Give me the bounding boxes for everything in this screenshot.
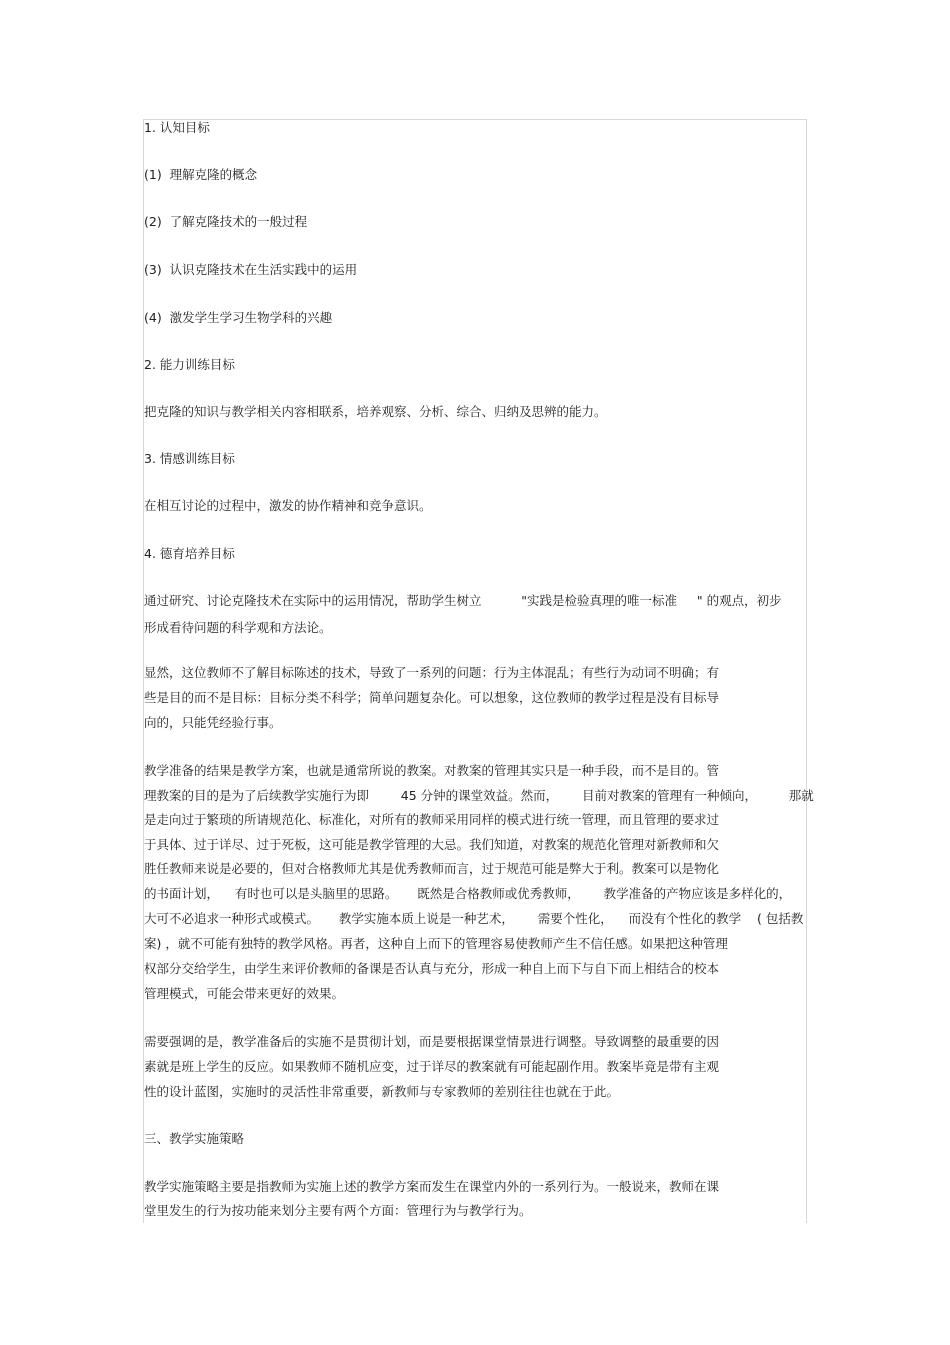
paragraph-line: 些是目的而不是目标：目标分类不科学；简单问题复杂化。可以想象，这位教师的教学过程是没有目标导 (144, 690, 720, 705)
paragraph-line: 管理模式，可能会带来更好的效果。 (144, 986, 345, 1001)
paragraph-line: 理教案的目的是为了后续教学实施行为即 45 分钟的课堂效益。然而， 目前对教案的管理有一种倾向， 那就 (144, 788, 814, 803)
paragraph-line: 权部分交给学生，由学生来评价教师的备课是否认真与充分，形成一种自上而下与自下而上相结合的校本 (144, 961, 720, 976)
heading-cognitive-goals: 1. 认知目标 (144, 120, 210, 135)
list-item: (1) 理解克隆的概念 (144, 167, 258, 182)
paragraph-line: 需要强调的是，教学准备后的实施不是贯彻计划，而是要根据课堂情景进行调整。导致调整的最重要的因 (144, 1034, 720, 1049)
paragraph-line: 堂里发生的行为按功能来划分主要有两个方面：管理行为与教学行为。 (144, 1203, 532, 1218)
heading-emotion-goals: 3. 情感训练目标 (144, 451, 235, 466)
list-item: (3) 认识克隆技术在生活实践中的运用 (144, 262, 358, 277)
heading-teaching-strategy: 三、教学实施策略 (144, 1131, 245, 1146)
paragraph-line: 大可不必追求一种形式或模式。 教学实施本质上说是一种艺术， 需要个性化， 而没有个性化的教学 ( 包括教 (144, 911, 804, 926)
paragraph-line: 教学准备的结果是教学方案，也就是通常所说的教案。对教案的管理其实只是一种手段，而不是目的。管 (144, 763, 720, 778)
paragraph-line: 向的，只能凭经验行事。 (144, 715, 282, 730)
paragraph-line: 案) ，就不可能有独特的教学风格。再者，这种自上而下的管理容易使教师产生不信任感。如果把这种管理 (144, 936, 728, 951)
paragraph-line: 教学实施策略主要是指教师为实施上述的教学方案而发生在课堂内外的一系列行为。一般说来，教师在课 (144, 1179, 720, 1194)
heading-moral-goals: 4. 德育培养目标 (144, 546, 235, 561)
paragraph-line: 素就是班上学生的反应。如果教师不随机应变，过于详尽的教案就有可能起副作用。教案毕竟是带有主观 (144, 1059, 720, 1074)
paragraph-line: 是走向过于繁琐的所请规范化、标准化，对所有的教师采用同样的模式进行统一管理，而且管理的要求过 (144, 812, 720, 827)
paragraph-line: 形成看待问题的科学观和方法论。 (144, 620, 332, 635)
paragraph-line: 通过研究、讨论克隆技术在实际中的运用情况，帮助学生树立 "实践是检验真理的唯一标准 " 的观点，初步 (144, 593, 782, 608)
list-item: (2) 了解克隆技术的一般过程 (144, 214, 308, 229)
list-item: (4) 激发学生学习生物学科的兴趣 (144, 310, 333, 325)
paragraph-line: 于具体、过于详尽、过于死板，这可能是教学管理的大忌。我们知道，对教案的规范化管理对新教师和欠 (144, 837, 720, 852)
paragraph-line: 在相互讨论的过程中，激发的协作精神和竞争意识。 (144, 498, 432, 513)
paragraph-line: 把克隆的知识与教学相关内容相联系，培养观察、分析、综合、归纳及思辨的能力。 (144, 404, 607, 419)
paragraph-line: 性的设计蓝图，实施时的灵活性非常重要，新教师与专家教师的差别往往也就在于此。 (144, 1084, 620, 1099)
paragraph-line: 胜任教师来说是必要的，但对合格教师尤其是优秀教师而言，过于规范可能是弊大于利。教案可以是物化 (144, 861, 720, 876)
paragraph-line: 显然，这位教师不了解目标陈述的技术，导致了一系列的问题：行为主体混乱；有些行为动词不明确；有 (144, 665, 720, 680)
heading-ability-goals: 2. 能力训练目标 (144, 357, 235, 372)
paragraph-line: 的书面计划， 有时也可以是头脑里的思路。 既然是合格教师或优秀教师， 教学准备的产物应该是多样化的， (144, 886, 792, 901)
